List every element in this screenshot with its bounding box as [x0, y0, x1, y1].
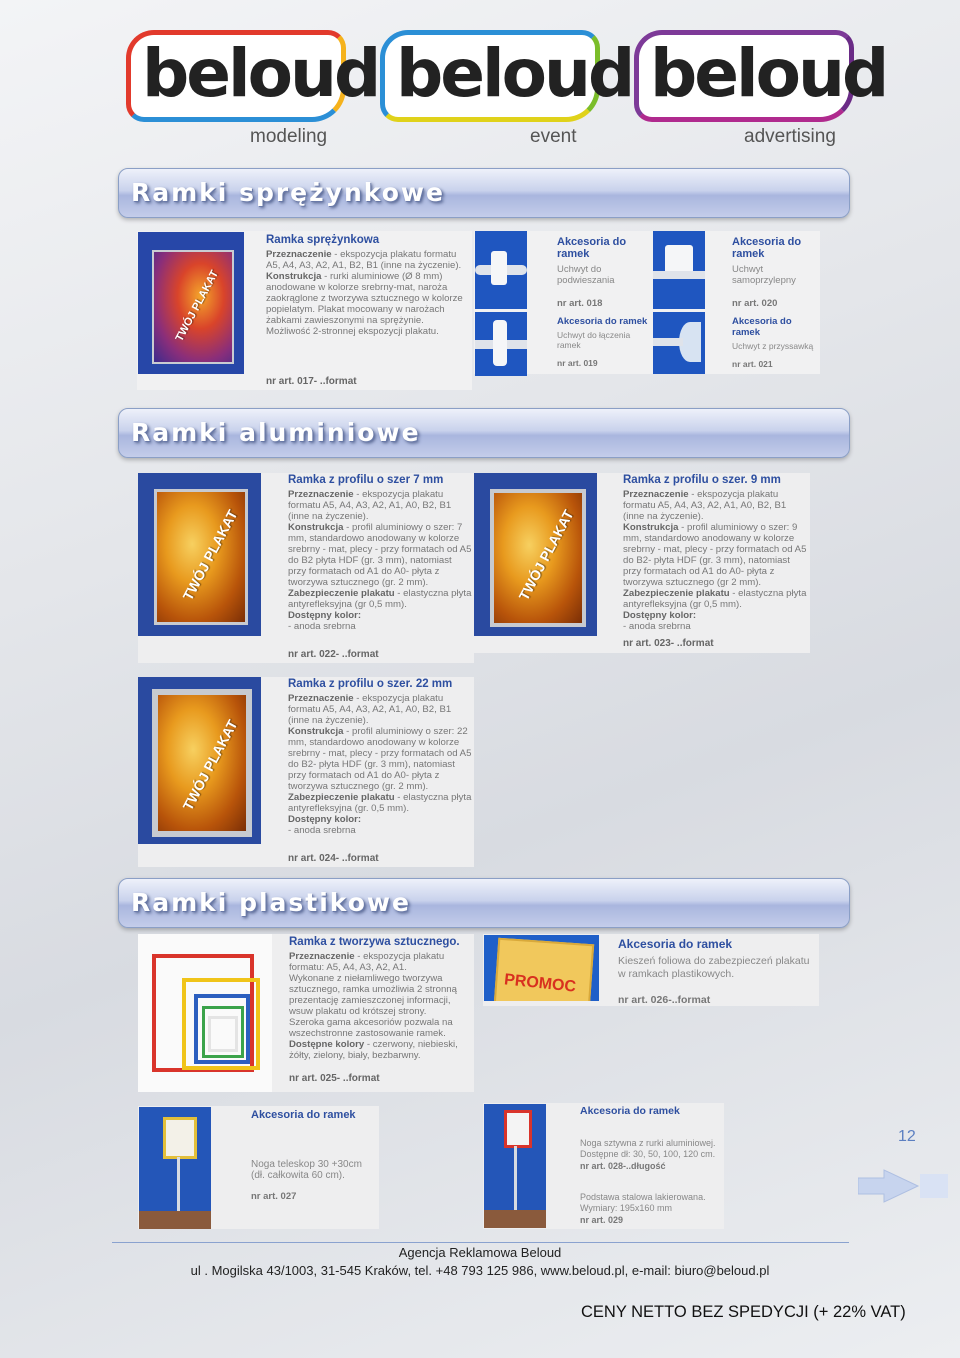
acc-sub: Uchwyt samoprzylepny [732, 264, 796, 286]
acc-sub: Noga sztywna z rurki aluminiowej. Dostępne dł: 30, 50, 100, 120 cm. [580, 1138, 716, 1159]
label-purpose: Przeznaczenie [288, 489, 354, 500]
vat-note: CENY NETTO BEZ SPEDYCJI (+ 22% VAT) [581, 1303, 906, 1321]
product-025-text [289, 937, 471, 1061]
protection-text: - elastyczna płyta antyrefleksyjna (gr 0,5 mm). [288, 588, 472, 610]
product-title: Ramka z profilu o szer. 22 mm [288, 678, 453, 690]
product-023-art: nr art. 023- ..format [623, 638, 714, 649]
product-title: Ramka z profilu o szer 7 mm [288, 474, 444, 486]
section-banner-spring-frames [118, 168, 850, 218]
product-022-art: nr art. 022- ..format [288, 649, 379, 660]
label-colors: Dostępne kolory [289, 1039, 365, 1050]
accessory-026-image [484, 935, 599, 1001]
protection-text: - elastyczna płyta antyrefleksyjna (gr. 0,5 mm). [288, 792, 472, 814]
product-024-art: nr art. 024- ..format [288, 853, 379, 864]
logo-event [380, 30, 633, 150]
acc-sub: Kieszeń foliowa do zabezpieczeń plakatu w ramkach plastikowych. [618, 955, 810, 980]
label-construction: Konstrukcja [288, 726, 344, 737]
acc-art: nr art. 019 [557, 358, 598, 368]
product-023-image [474, 473, 597, 636]
footer-divider [112, 1242, 849, 1243]
construction-text: - profil aluminiowy o szer: 7 mm, standardowo anodowany w kolorze srebrny - mat, plecy - przy formatach od A5 do B2 płyta HDF (gr. 3 mm), natomiast przy formatach od A1 do A0- płyta z tworzywa sztucznego (gr. 2 mm). [288, 522, 472, 588]
product-024-image [138, 677, 261, 844]
accessory-018-image [475, 231, 527, 309]
label-purpose: Przeznaczenie [289, 951, 355, 962]
poster-label: TWÓJ PLAKAT [179, 717, 241, 813]
acc-title: Akcesoria do ramek [732, 316, 792, 338]
stand-base [484, 1210, 546, 1228]
accessory-018-text [557, 236, 651, 309]
acc-art: nr art. 028-..długość [580, 1161, 666, 1171]
logo-sub: advertising [744, 126, 836, 147]
hanger-clip [491, 251, 507, 285]
acc-title: Akcesoria do ramek [580, 1105, 680, 1117]
label-construction: Konstrukcja [266, 271, 322, 282]
acc-title: Akcesoria do ramek [557, 316, 648, 327]
colors-text: - czerwony, niebieski, żółty, zielony, biały, bezbarwny. [289, 1039, 458, 1061]
next-page-arrow-icon [858, 1168, 950, 1204]
product-017-art: nr art. 017- ..format [266, 376, 357, 387]
accessory-026-text [618, 937, 818, 1006]
accessory-028-image [484, 1104, 546, 1228]
purpose-text: - ekspozycja plakatu formatu A5, A4, A3, A2, A1, A0, B2, B1 (inne na życzenie). [623, 489, 787, 522]
label-protection: Zabezpieczenie plakatu [623, 588, 730, 599]
promo-label: PROMOC [503, 971, 577, 996]
logo-word: beloud [142, 35, 379, 112]
protection-text: - elastyczna płyta antyrefleksyjna (gr 0,5 mm). [623, 588, 807, 610]
label-purpose: Przeznaczenie [288, 693, 354, 704]
acc-title: Akcesoria do ramek [251, 1109, 356, 1121]
label-color: Dostępny kolor: [623, 610, 697, 621]
section-banner-plastic-frames [118, 878, 850, 928]
acc-art: nr art. 029 [580, 1215, 624, 1225]
stand-pole [177, 1157, 180, 1215]
section-banner-aluminium-frames [118, 408, 850, 458]
spring-frame-image [138, 232, 244, 374]
holder-rod [653, 271, 705, 279]
label-purpose: Przeznaczenie [266, 249, 332, 260]
logo-sub: modeling [250, 126, 328, 147]
acc-sub: Noga teleskop 30 +30cm (dł. całkowita 60 cm). [251, 1159, 362, 1181]
stand-base [139, 1211, 211, 1229]
purpose-text: - ekspozycja plakatu formatu: A5, A4, A3, A2, A1. [289, 951, 445, 973]
color-text: - anoda srebrna [288, 825, 356, 836]
accessories-text: Szeroka gama akcesoriów pozwala na wszechstronne zastosowanie ramek. [289, 1017, 453, 1039]
footer-address: ul . Mogilska 43/1003, 31-545 Kraków, tel. +48 793 125 986, www.beloud.pl, e-mail: biuro@beloud.pl [190, 1263, 770, 1278]
suction-rod [653, 338, 683, 346]
accessory-021-image [653, 312, 705, 374]
accessory-020-text [732, 236, 820, 309]
section-title: Ramki aluminiowe [131, 418, 421, 447]
frame-white [208, 1016, 238, 1052]
label-purpose: Przeznaczenie [623, 489, 689, 500]
accessory-028-text [580, 1105, 722, 1225]
label-construction: Konstrukcja [623, 522, 679, 533]
product-022-image [138, 473, 261, 636]
logo-word: beloud [396, 35, 633, 112]
stand-frame [504, 1110, 532, 1148]
product-title: Ramka z tworzywa sztucznego. [289, 936, 460, 948]
stand-frame [163, 1117, 197, 1159]
page-number: 12 [898, 1128, 916, 1145]
purpose-text: - ekspozycja plakatu formatu A5, A4, A3, A2, A1, B2, B1 (inne na życzenie). [266, 249, 462, 271]
construction-text: - rurki aluminiowe (Ø 8 mm) anodowane w kolorze srebrny-mat, naroża zaokrąglone z tworzywa sztucznego w kolorze popielatym. Plakat mocowany w narożach żabkami zawieszonymi na sprężynie. [266, 271, 463, 326]
poster-label: TWÓJ PLAKAT [515, 507, 577, 603]
acc-art: nr art. 020 [732, 298, 778, 309]
product-023-text [623, 475, 808, 632]
purpose-text: - ekspozycja plakatu formatu A5, A4, A3, A2, A1, A0, B2, B1 (inne na życzenie). [288, 693, 452, 726]
logo-word: beloud [650, 35, 887, 112]
label-color: Dostępny kolor: [288, 814, 362, 825]
label-color: Dostępny kolor: [288, 610, 362, 621]
accessory-021-text [732, 316, 820, 369]
color-text: - anoda srebrna [288, 621, 356, 632]
acc-sub: Podstawa stalowa lakierowana. Wymiary: 195x160 mm [580, 1192, 706, 1213]
stand-pole [514, 1146, 517, 1212]
acc-art: nr art. 018 [557, 298, 603, 309]
poster-label: TWÓJ PLAKAT [173, 268, 222, 344]
section-title: Ramki plastikowe [131, 888, 411, 917]
footer-company: Agencja Reklamowa Beloud [398, 1245, 562, 1260]
label-construction: Konstrukcja [288, 522, 344, 533]
connector-clip [493, 320, 507, 366]
section-title: Ramki sprężynkowe [131, 178, 445, 207]
accessory-020-image [653, 231, 705, 309]
accessory-019-text [557, 316, 651, 368]
product-025-image [138, 934, 272, 1092]
logo-advertising [634, 30, 887, 150]
acc-art: nr art. 021 [732, 359, 773, 369]
product-017-text [266, 235, 471, 337]
product-022-text [288, 475, 472, 632]
product-024-text [288, 679, 472, 836]
purpose-text: - ekspozycja plakatu formatu A5, A4, A3, A2, A1, A0, B2, B1 (inne na życzenie). [288, 489, 452, 522]
logo-sub: event [530, 126, 577, 147]
construction-text: - profil aluminiowy o szer: 22 mm, standardowo anodowany w kolorze srebrny - mat, plecy - przy formatach od A5 do B2- płyta HDF (gr. 3 mm), natomiast przy formatach od A1 do A0- płyta z tworzywa sztucznego (gr. 2 mm). [288, 726, 472, 792]
acc-art: nr art. 027 [251, 1191, 297, 1202]
poster-label: TWÓJ PLAKAT [179, 507, 241, 603]
accessory-027-text [251, 1109, 377, 1202]
material-text: Wykonane z niełamliwego tworzywa sztucznego, ramka umożliwia 2 stronną prezentację zamieszczonej informacji, wsuw plakatu od krótszej strony. [289, 973, 457, 1017]
acc-title: Akcesoria do ramek [557, 236, 627, 260]
acc-art: nr art. 026-..format [618, 994, 711, 1006]
acc-sub: Uchwyt do podwieszania [557, 264, 615, 286]
logo-modeling [126, 30, 379, 150]
product-title: Ramka z profilu o szer. 9 mm [623, 474, 781, 486]
color-text: - anoda srebrna [623, 621, 691, 632]
product-025-art: nr art. 025- ..format [289, 1073, 380, 1084]
construction-text: - profil aluminiowy o szer: 9 mm, standardowo anodowany w kolorze srebrny - mat, plecy - przy formatach od A5 do B2- płyta HDF (gr. 3 mm), natomiast przy formatach od A1 do A0- płyta z tworzywa sztucznego (gr 2 mm). [623, 522, 807, 588]
acc-title: Akcesoria do ramek [732, 236, 802, 260]
acc-sub: Uchwyt z przyssawką [732, 341, 814, 351]
accessory-027-image [139, 1107, 211, 1229]
accessory-019-image [475, 312, 527, 376]
product-title: Ramka sprężynkowa [266, 234, 380, 246]
acc-title: Akcesoria do ramek [618, 937, 733, 951]
extra-text: Możliwość 2-stronnej ekspozycji plakatu. [266, 326, 439, 337]
label-protection: Zabezpieczenie plakatu [288, 792, 395, 803]
acc-sub: Uchwyt do łączenia ramek [557, 330, 631, 350]
label-protection: Zabezpieczenie plakatu [288, 588, 395, 599]
